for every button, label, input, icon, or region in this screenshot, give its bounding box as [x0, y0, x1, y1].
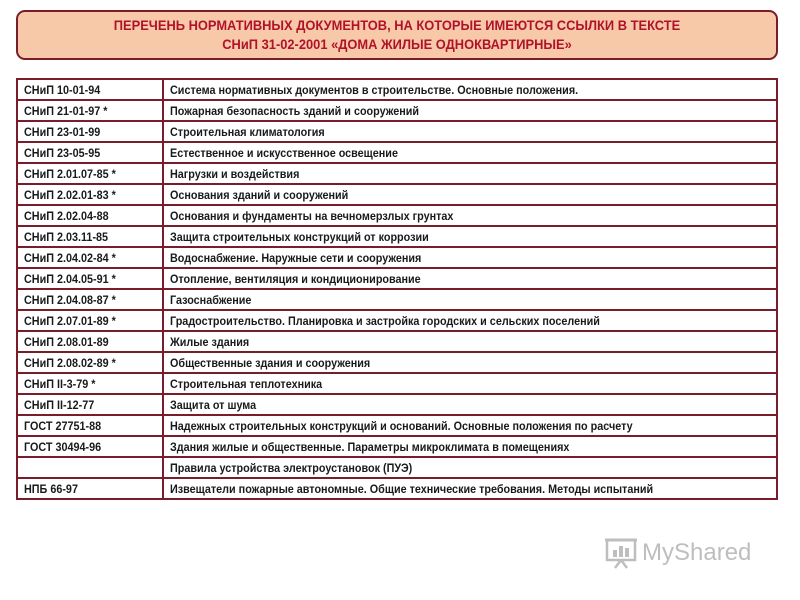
document-code-cell — [17, 121, 163, 142]
document-title: Пожарная безопасность зданий и сооружений — [170, 103, 420, 118]
document-title: Защита строительных конструкций от коррозии — [170, 229, 429, 244]
document-code-cell — [17, 373, 163, 394]
document-title-cell — [163, 457, 777, 478]
document-code-cell — [17, 163, 163, 184]
table-row — [17, 436, 777, 457]
document-title-cell — [163, 247, 777, 268]
document-code-cell — [17, 226, 163, 247]
document-code: СНиП 10-01-94 — [24, 82, 101, 97]
table-row — [17, 205, 777, 226]
document-title: Извещатели пожарные автономные. Общие технические требования. Методы испытаний — [170, 481, 654, 496]
document-code: СНиП 23-01-99 — [24, 124, 101, 139]
document-title-cell — [163, 163, 777, 184]
document-title: Правила устройства электроустановок (ПУЭ) — [170, 460, 413, 475]
document-code-cell — [17, 331, 163, 352]
document-title-cell — [163, 352, 777, 373]
document-code-cell — [17, 394, 163, 415]
document-code-cell — [17, 457, 163, 478]
document-title: Защита от шума — [170, 397, 257, 412]
document-title-cell — [163, 478, 777, 499]
documents-table-body — [17, 79, 777, 499]
presentation-icon — [604, 536, 638, 570]
document-title: Газоснабжение — [170, 292, 252, 307]
document-title: Надежных строительных конструкций и оснований. Основные положения по расчету — [170, 418, 633, 433]
watermark — [604, 536, 751, 570]
document-title: Отопление, вентиляция и кондиционирование — [170, 271, 421, 286]
document-code: СНиП 23-05-95 — [24, 145, 101, 160]
title-line-1: ПЕРЕЧЕНЬ НОРМАТИВНЫХ ДОКУМЕНТОВ, НА КОТОРЫЕ ИМЕЮТСЯ ССЫЛКИ В ТЕКСТЕ — [113, 17, 681, 33]
document-code: СНиП 2.04.02-84 * — [24, 250, 116, 265]
document-title: Нагрузки и воздействия — [170, 166, 300, 181]
document-code-cell — [17, 310, 163, 331]
document-title-cell — [163, 226, 777, 247]
document-code-cell — [17, 436, 163, 457]
document-code-cell — [17, 205, 163, 226]
document-title: Градостроительство. Планировка и застройка городских и сельских поселений — [170, 313, 600, 328]
document-code-cell — [17, 79, 163, 100]
table-row — [17, 79, 777, 100]
table-row — [17, 226, 777, 247]
document-title-cell — [163, 100, 777, 121]
document-code: СНиП 2.02.01-83 * — [24, 187, 116, 202]
document-code: СНиП 2.04.08-87 * — [24, 292, 116, 307]
table-row — [17, 394, 777, 415]
document-title-cell — [163, 331, 777, 352]
document-title-cell — [163, 310, 777, 331]
document-title-cell — [163, 373, 777, 394]
document-title: Здания жилые и общественные. Параметры микроклимата в помещениях — [170, 439, 570, 454]
watermark-text: MyShared — [642, 539, 752, 566]
document-code: СНиП 2.01.07-85 * — [24, 166, 116, 181]
table-row — [17, 142, 777, 163]
document-title-cell — [163, 436, 777, 457]
document-code-cell — [17, 184, 163, 205]
table-row — [17, 247, 777, 268]
document-title-cell — [163, 394, 777, 415]
document-code: СНиП 2.08.01-89 — [24, 334, 109, 349]
table-row — [17, 163, 777, 184]
table-row — [17, 415, 777, 436]
table-row — [17, 373, 777, 394]
table-row — [17, 310, 777, 331]
table-row — [17, 352, 777, 373]
document-code-cell — [17, 415, 163, 436]
document-code: СНиП 21-01-97 * — [24, 103, 108, 118]
document-code: СНиП II-3-79 * — [24, 376, 96, 391]
document-code: СНиП 2.08.02-89 * — [24, 355, 116, 370]
document-title-cell — [163, 79, 777, 100]
document-code: ГОСТ 27751-88 — [24, 418, 102, 433]
title-line-2: СНиП 31-02-2001 «ДОМА ЖИЛЫЕ ОДНОКВАРТИРНЫЕ» — [222, 36, 572, 52]
document-code-cell — [17, 478, 163, 499]
document-code-cell — [17, 268, 163, 289]
document-code-cell — [17, 100, 163, 121]
document-code: СНиП 2.04.05-91 * — [24, 271, 116, 286]
document-code: СНиП 2.07.01-89 * — [24, 313, 116, 328]
document-code-cell — [17, 247, 163, 268]
document-code: СНиП II-12-77 — [24, 397, 95, 412]
document-title-cell — [163, 289, 777, 310]
table-row — [17, 100, 777, 121]
document-title-cell — [163, 184, 777, 205]
table-row — [17, 184, 777, 205]
document-title: Строительная климатология — [170, 124, 325, 139]
document-title-cell — [163, 205, 777, 226]
document-title: Основания и фундаменты на вечномерзлых грунтах — [170, 208, 454, 223]
document-code-cell — [17, 352, 163, 373]
document-title: Строительная теплотехника — [170, 376, 323, 391]
document-title: Жилые здания — [170, 334, 250, 349]
table-row — [17, 331, 777, 352]
document-title: Основания зданий и сооружений — [170, 187, 349, 202]
document-code-cell — [17, 289, 163, 310]
documents-table — [16, 78, 778, 500]
document-code-cell — [17, 142, 163, 163]
document-title: Общественные здания и сооружения — [170, 355, 371, 370]
document-code: ГОСТ 30494-96 — [24, 439, 102, 454]
document-title-cell — [163, 415, 777, 436]
document-title-cell — [163, 121, 777, 142]
title-banner — [16, 10, 778, 60]
table-row — [17, 478, 777, 499]
table-row — [17, 289, 777, 310]
document-code: СНиП 2.03.11-85 — [24, 229, 109, 244]
document-title-cell — [163, 142, 777, 163]
document-code: НПБ 66-97 — [24, 481, 78, 496]
table-row — [17, 268, 777, 289]
table-row — [17, 121, 777, 142]
document-title: Водоснабжение. Наружные сети и сооружения — [170, 250, 422, 265]
table-row — [17, 457, 777, 478]
document-code: СНиП 2.02.04-88 — [24, 208, 109, 223]
document-title: Естественное и искусственное освещение — [170, 145, 398, 160]
document-title-cell — [163, 268, 777, 289]
document-title: Система нормативных документов в строительстве. Основные положения. — [170, 82, 579, 97]
